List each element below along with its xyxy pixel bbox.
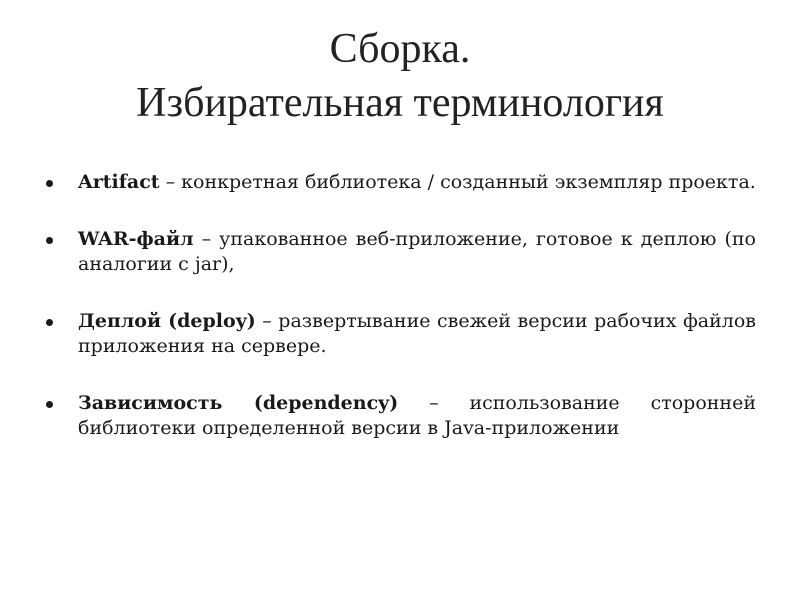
bullet-icon [46, 319, 53, 326]
bullet-term: Зависимость (dependency) [78, 392, 399, 414]
bullet-item-deploy [46, 309, 756, 359]
bullet-text: – конкретная библиотека / созданный экземпляр проекта. [159, 171, 756, 193]
bullet-term: Деплой (deploy) [78, 310, 256, 332]
bullet-item-artifact [46, 170, 756, 195]
bullet-text: – упакованное веб-приложение, готовое к деплою (по аналогии с jar), [78, 228, 756, 275]
bullet-item-war [46, 227, 756, 277]
bullet-list [46, 170, 756, 473]
title-line-1: Сборка. [329, 26, 471, 72]
bullet-text: – использование сторонней библиотеки определенной версии в Java-приложении [78, 392, 756, 439]
bullet-term: WAR-файл [78, 228, 194, 250]
bullet-icon [46, 237, 53, 244]
slide-title [0, 22, 800, 130]
bullet-term: Artifact [78, 171, 160, 193]
bullet-icon [46, 401, 53, 408]
bullet-item-dependency [46, 391, 756, 441]
bullet-text: – развертывание свежей версии рабочих файлов приложения на сервере. [78, 310, 757, 357]
bullet-icon [46, 180, 53, 187]
title-line-2: Избирательная терминология [136, 80, 664, 126]
